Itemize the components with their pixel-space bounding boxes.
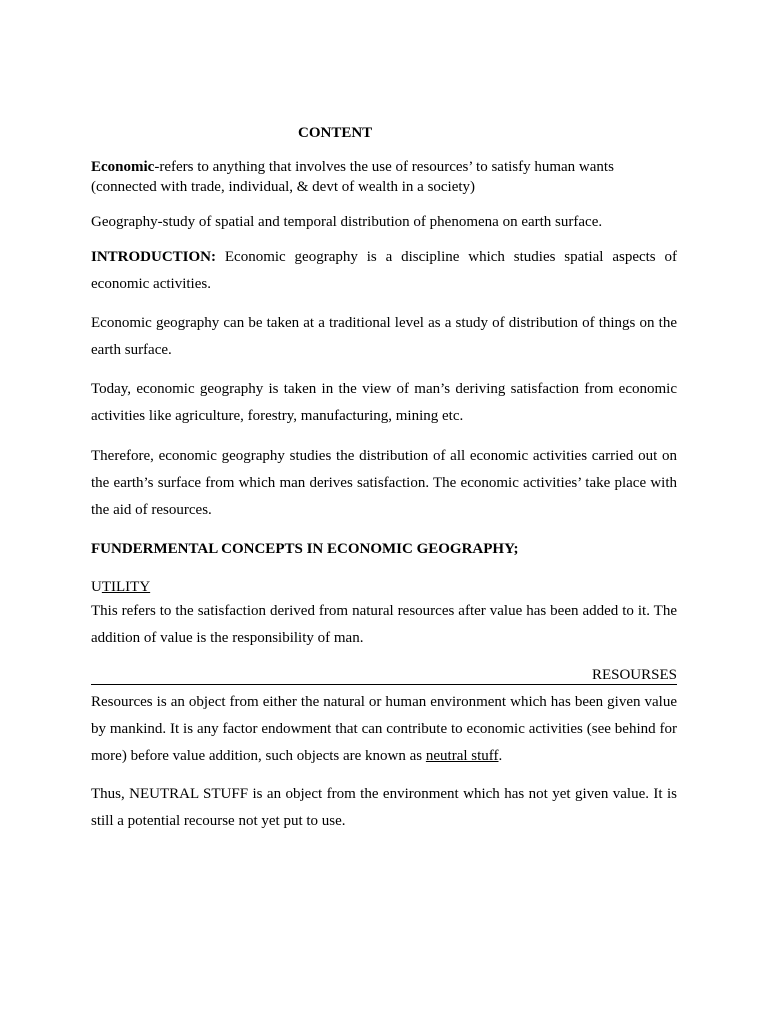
economic-definition bbox=[91, 157, 677, 197]
economic-definition-text: -refers to anything that involves the use of resources’ to satisfy human wants (connected with trade, individual, & devt of wealth in a society) bbox=[91, 159, 614, 195]
traditional-paragraph: Economic geography can be taken at a traditional level as a study of distribution of things on the earth surface. bbox=[91, 315, 677, 358]
page-title: CONTENT bbox=[298, 125, 373, 141]
utility-heading-first: U bbox=[91, 579, 102, 595]
neutral-stuff-paragraph: Thus, NEUTRAL STUFF is an object from the environment which has not yet given value. It is still a potential recourse not yet put to use. bbox=[91, 786, 677, 829]
economic-term: Economic bbox=[91, 159, 155, 175]
document-body bbox=[91, 122, 677, 835]
therefore-paragraph: Therefore, economic geography studies the distribution of all economic activities carried out on the earth’s surface from which man derives satisfaction. The economic activities’ take place with the aid of resources. bbox=[91, 448, 677, 518]
neutral-stuff-term: neutral stuff bbox=[425, 748, 499, 764]
geography-definition: Geography-study of spatial and temporal distribution of phenomena on earth surface. bbox=[91, 214, 603, 230]
utility-heading-rest: TILITY bbox=[101, 579, 151, 595]
resources-heading: RESOURSES bbox=[91, 664, 677, 685]
introduction-paragraph bbox=[91, 244, 677, 298]
resources-text-end: . bbox=[498, 748, 503, 764]
introduction-label: INTRODUCTION: bbox=[91, 249, 217, 265]
resources-paragraph bbox=[91, 689, 677, 770]
resources-text: Resources is an object from either the natural or human environment which has been given value by mankind. It is any factor endowment that can contribute to economic activities (see behind for more) before value addition, such objects are known as bbox=[91, 694, 677, 764]
fundamental-concepts-heading: FUNDERMENTAL CONCEPTS IN ECONOMIC GEOGRAPHY; bbox=[91, 541, 519, 557]
today-paragraph: Today, economic geography is taken in the view of man’s deriving satisfaction from economic activities like agriculture, forestry, manufacturing, mining etc. bbox=[91, 381, 677, 424]
utility-heading bbox=[91, 576, 677, 598]
utility-paragraph: This refers to the satisfaction derived from natural resources after value has been added to it. The addition of value is the responsibility of man. bbox=[91, 603, 677, 646]
introduction-text: Economic geography is a discipline which studies spatial aspects of economic activities. bbox=[91, 249, 677, 292]
